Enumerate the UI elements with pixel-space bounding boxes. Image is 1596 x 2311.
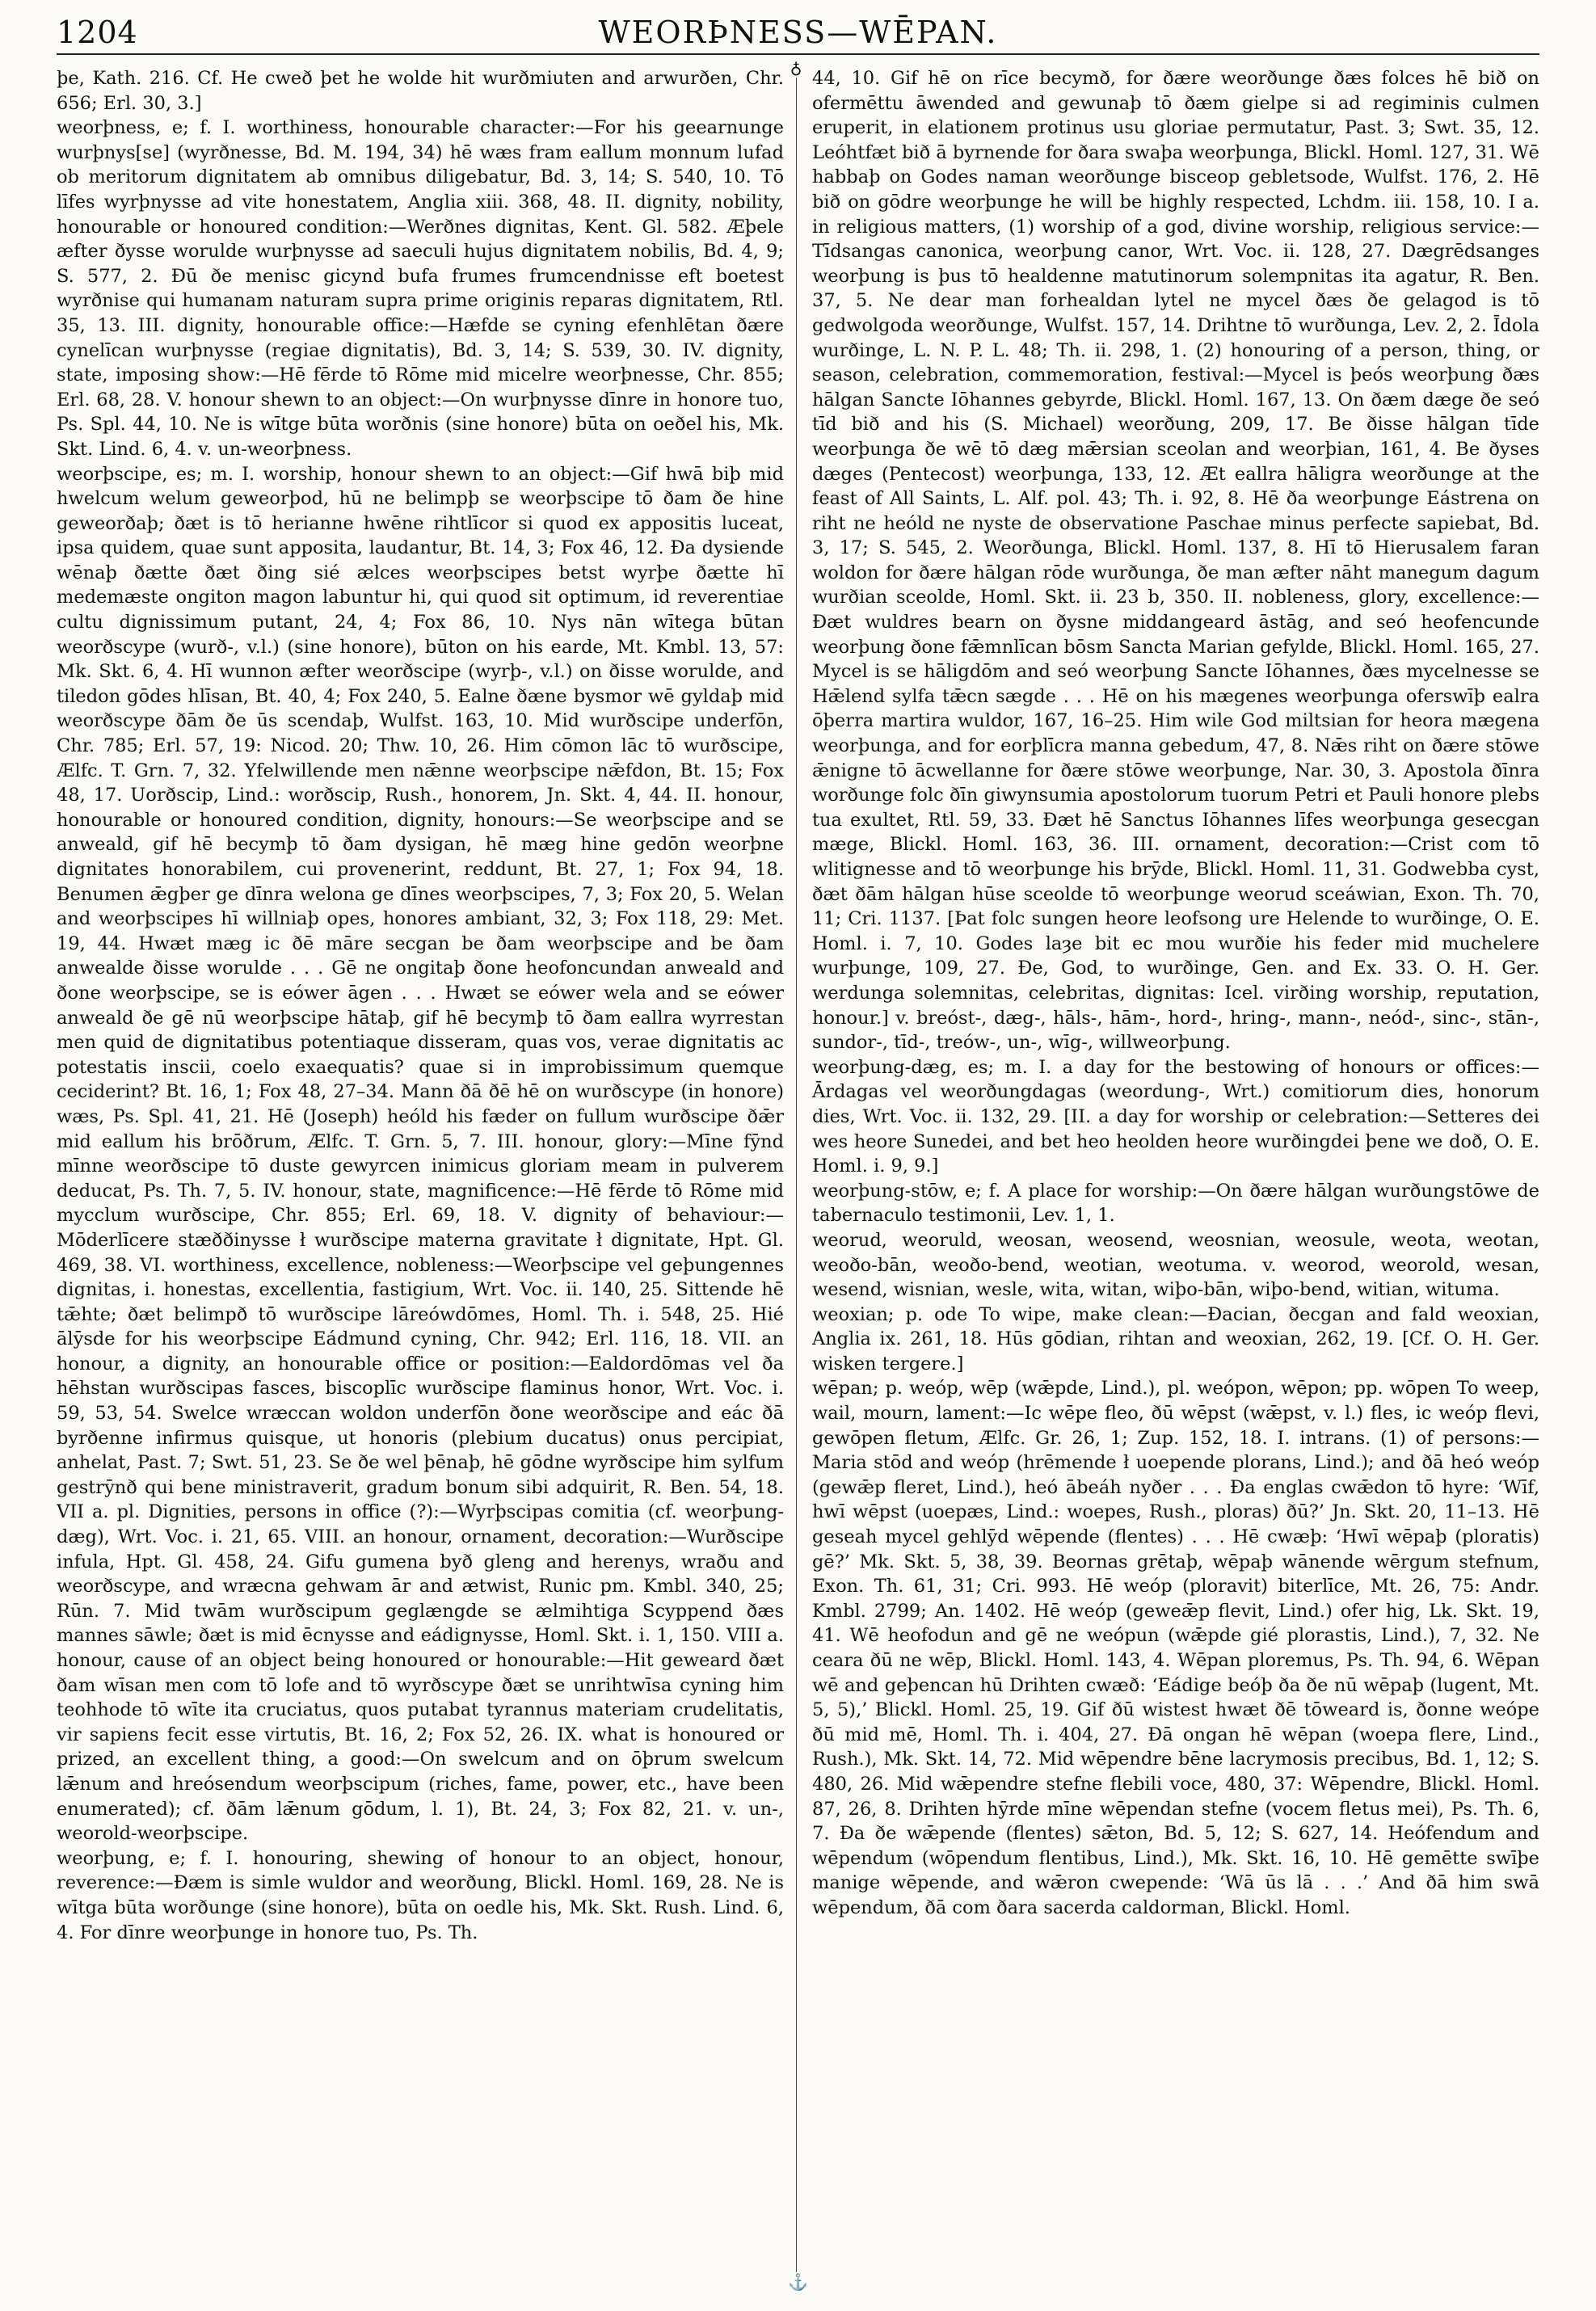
page-header — [57, 15, 1539, 57]
dictionary-entry: 44, 10. Gif hē on rīce becymð, for ðære weorðunge ðæs folces hē bið on ofermēttu āwended and gewunaþ tō ðæm gielpe si ad regiminis culmen eruperit, in elationem protinus usu gloriae permutatur, Past. 3; Swt. 35, 12. Leóhtfæt bið ā byrnende for ðara swaþa weorþunga, Blickl. Homl. 127, 31. Wē habbaþ on Godes naman weorðunge bisceop gebletsode, Wulfst. 176, 2. Hē bið on gōdre weorþunge he will be highly respected, Lchdm. iii. 158, 10. I a. in religious matters, (1) worship of a god, divine worship, religious service:—Tīdsangas canonica, weorþung canor, Wrt. Voc. ii. 128, 27. Dægrēdsanges weorþung is þus tō healdenne matutinorum solempnitas ita agatur, R. Ben. 37, 5. Ne dear man forhealdan lytel ne mycel ðæs ðe gelagod is tō gedwolgoda weorðunge, Wulfst. 157, 14. Drihtne tō wurðunga, Lev. 2, 2. Īdola wurðinge, L. N. P. L. 48; Th. ii. 298, 1. (2) honouring of a person, thing, or season, celebration, commemoration, festival:—Mycel is þeós weorþung ðæs hālgan Sancte Iōhannes gebyrde, Blickl. Homl. 167, 13. On ðæm dæge ðe seó tīd bið and his (S. Michael) weorðung, 209, 17. Be ðisse hālgan tīde weorþunga ðe wē tō dæg mǣrsian sceolan and weorþian, 161, 4. Be ðyses dæges (Pentecost) weorþunga, 133, 12. Æt eallra hāligra weorðunge at the feast of All Saints, L. Alf. pol. 43; Th. i. 92, 8. Hē ða weorþunge Eástrena on riht ne heóld ne nyste de observatione Paschae minus perfecte sapiebat, Bd. 3, 17; S. 545, 2. Weorðunga, Blickl. Homl. 137, 8. Hī tō Hierusalem faran woldon for ðære hālgan rōde wurðunga, ðe man æfter nāht manegum dagum wurðian sceolde, Homl. Skt. ii. 23 b, 350. II. nobleness, glory, excellence:—Ðæt wuldres bearn on ðysne middangeard āstāg, and seó heofencunde weorþung ðone fǣmnlīcan bōsm Sancta Marian gefylde, Blickl. Homl. 165, 27. Mycel is se hāligdōm and seó weorþung Sancte Iōhannes, ðæs mycelnesse se Hǣlend sylfa tǣcn sægde . . . Hē on his mægenes weorþunga oferswīþ ealra ōþerra martira wuldor, 167, 16–25. Him wile God miltsian for heora mægena weorþunga, and for eorþlīcra manna gebedum, 47, 8. Nǣs riht on ðære stōwe ǣnigne tō ācwellanne for ðære stōwe weorþunge, Nar. 30, 3. Apostola ðīnra worðunge folc ðīn giwynsumia apostolorum tuorum Petri et Pauli honore plebs tua exultet, Rtl. 59, 33. Ðæt hē Sanctus Iōhannes līfes weorþunga gesecgan mæge, Blickl. Homl. 163, 36. III. ornament, decoration:—Crist com tō wlitignesse and tō weorþunge his brȳde, Blickl. Homl. 11, 31. Godwebba cyst, ðæt ðām hālgan hūse sceolde tō weorþunge weorud sceáwian, Exon. Th. 70, 11; Cri. 1137. [Þat folc sungen heore leofsong ure Helende to wurðinge, O. E. Homl. i. 7, 10. Godes laȝe bit ec mou wurðie his feder mid muchelere wurþunge, 109, 27. Ðe, God, to wurðinge, Gen. and Ex. 33. O. H. Ger. werdunga solemnitas, celebritas, dignitas: Icel. virðing worship, reputation, honour.] v. breóst-, dæg-, hāls-, hām-, hord-, hring-, mann-, neód-, sinc-, stān-, sundor-, tīd-, treów-, un-, wīg-, willweorþung. — [812, 68, 1539, 1054]
left-column — [57, 66, 784, 2280]
dictionary-entry: weorþscipe, es; m. I. worship, honour shewn to an object:—Gif hwā biþ mid hwelcum welum geweorþod, hū ne belimpþ se weorþscipe tō ðam ðe hine geweorðaþ; ðæt is tō herianne hwēne rihtlīcor si quod ex appositis luceat, ipsa quidem, quae sunt apposita, laudantur, Bt. 14, 3; Fox 46, 12. Ða dysiende wēnaþ ðætte ðæt ðing sié ælces weorþscipes betst wyrþe ðætte hī medemæste ongiton magon labuntur hi, qui quod sit optimum, id reverentiae cultu dignissimum putant, 24, 4; Fox 86, 10. Nys nān wītega būtan weorðscype (wurð-, v.l.) (sine honore), būton on his earde, Mt. Kmbl. 13, 57: Mk. Skt. 6, 4. Hī wunnon æfter weorðscipe (wyrþ-, v.l.) on ðisse worulde, and tiledon gōdes hlīsan, Bt. 40, 4; Fox 240, 5. Ealne ðæne bysmor wē gyldaþ mid weorðscype ðām ðe ūs scendaþ, Wulfst. 163, 10. Mid wurðscipe underfōn, Chr. 785; Erl. 57, 19: Nicod. 20; Thw. 10, 26. Him cōmon lāc tō wurðscipe, Ælfc. T. Grn. 7, 32. Yfelwillende men nǣnne weorþscipe nǣfdon, Bt. 15; Fox 48, 17. Uorðscip, Lind.: worðscip, Rush., honorem, Jn. Skt. 4, 44. II. honour, honourable or honoured condition, dignity, honours:—Se weorþscipe and se anweald, gif hē becymþ tō ðam dysigan, hē mæg hine gedōn weorþne dignitates honorabilem, cui provenerint, reddunt, Bt. 27, 1; Fox 94, 18. Benumen ǣgþer ge dīnra welona ge dīnes weorþscipes, 7, 3; Fox 20, 5. Welan and weorþscipes hī willniaþ opes, honores ambiant, 32, 3; Fox 118, 29: Met. 19, 44. Hwæt mæg ic ðē māre secgan be ðam weorþscipe and be ðam anwealde ðisse worulde . . . Gē ne ongitaþ ðone heofoncundan anweald and ðone weorþscipe, se is eówer āgen . . . Hwæt se eówer wela and se eówer anweald ðe gē nū weorþscipe hātaþ, gif hē becymþ tō ðam eallra wyrrestan men quid de dignitatibus potentiaque disseram, quas vos, verae dignitatis ac potestatis inscii, coelo exaequatis? quae si in improbissimum quemque ceciderint? Bt. 16, 1; Fox 48, 27–34. Mann ðā ðē hē on wurðscype (in honore) wæs, Ps. Spl. 41, 21. Hē (Joseph) heóld his fæder on fullum wurðscipe ðǣr mid eallum his brōðrum, Ælfc. T. Grn. 5, 7. III. honour, glory:—Mīne fȳnd mīnne weorðscipe tō duste gewyrcen inimicus gloriam meam in pulverem deducat, Ps. Th. 7, 5. IV. honour, state, magnificence:—Hē fērde tō Rōme mid mycclum wurðscipe, Chr. 855; Erl. 69, 18. V. dignity of behaviour:—Mōderlīcere stæððinysse ł wurðscipe materna gravitate ł dignitate, Hpt. Gl. 469, 38. VI. worthiness, excellence, nobleness:—Weorþscipe vel geþungennes dignitas, i. honestas, excellentia, fastigium, Wrt. Voc. ii. 140, 25. Sittende hē tǣhte; ðæt belimpð tō wurðscipe lāreówdōmes, Homl. Th. i. 548, 25. Hié ālȳsde for his weorþscipe Eádmund cyning, Chr. 942; Erl. 116, 18. VII. an honour, a dignity, an honourable office or position:—Ealdordōmas vel ða hēhstan wurðscipas fasces, biscoplīc wurðscipe flaminus honor, Wrt. Voc. i. 59, 53, 54. Swelce wræccan woldon underfōn ðone weorðscipe and eác ðā byrðenne infirmus quisque, ut honoris (plebium ducatus) onus percipiat, anhelat, Past. 7; Swt. 51, 23. Se ðe wel þēnaþ, hē gōdne wyrðscipe him sylfum gestrȳnð qui bene ministraverit, gradum bonum sibi adquirit, R. Ben. 54, 18. VII a. pl. Dignities, persons in office (?):—Wyrþscipas comitia (cf. weorþung-dæg), Wrt. Voc. i. 21, 65. VIII. an honour, ornament, decoration:—Wurðscipe infula, Hpt. Gl. 458, 24. Gifu gumena byð gleng and herenys, wraðu and weorðscype, and wræcna gehwam ār and ætwist, Runic pm. Kmbl. 340, 25; Rūn. 7. Mid twām wurðscipum geglængde se ælmihtiga Scyppend ðæs mannes sāwle; ðæt is mid ēcnysse and eádignysse, Homl. Skt. i. 1, 150. VIII a. honour, cause of an object being honoured or honourable:—Hit geweard ðæt ðam wīsan men com tō lofe and tō wyrðscype ðæt se unrihtwīsa cyning him teohhode tō wīte ita cruciatus, quos putabat tyrannus materiam crudelitatis, vir sapiens fecit esse virtutis, Bt. 16, 2; Fox 52, 26. IX. what is honoured or prized, an excellent thing, a good:—On swelcum and on ōþrum swelcum lǣnum and hreósendum weorþscipum (riches, fame, power, etc., have been enumerated); cf. ðām lǣnum gōdum, l. 1), Bt. 24, 3; Fox 82, 21. v. un-, weorold-weorþscipe. — [57, 463, 784, 1845]
dictionary-entry: weoxian; p. ode To wipe, make clean:—Ðacian, ðecgan and fald weoxian, Anglia ix. 261, 18. Hūs gōdian, rihtan and weoxian, 262, 19. [Cf. O. H. Ger. wisken tergere.] — [812, 1303, 1539, 1374]
right-column — [812, 66, 1539, 2280]
dictionary-entry: wēpan; p. weóp, wēp (wǣpde, Lind.), pl. weópon, wēpon; pp. wōpen To weep, wail, mourn, lament:—Ic wēpe fleo, ðū wēpst (wǣpst, v. l.) fles, ic weóp flevi, gewōpen fletum, Ælfc. Gr. 26, 1; Zup. 152, 18. I. intrans. (1) of persons:—Maria stōd and weóp (hrēmende ł uoepende plorans, Lind.); and ðā heó weóp (gewǣp fleret, Lind.), heó ābeáh nyðer . . . Ða englas cwǣdon tō hyre: ‘Wīf, hwī wēpst (uoepæs, Lind.: woepes, Rush., ploras) ðū?’ Jn. Skt. 20, 11–13. Hē geseah mycel gehlȳd wēpende (flentes) . . . Hē cwæþ: ‘Hwī wēpaþ (ploratis) gē?’ Mk. Skt. 5, 38, 39. Beornas grētaþ, wēpaþ wānende wērgum stefnum, Exon. Th. 61, 31; Cri. 993. Hē weóp (ploravit) biterlīce, Mt. 26, 75: Andr. Kmbl. 2799; An. 1402. Hē weóp (geweǣp flevit, Lind.) ofer hig, Lk. Skt. 19, 41. Wē heofodun and gē ne weópun (wǣpde gié plorastis, Lind.), 7, 32. Ne ceara ðū ne wēp, Blickl. Homl. 143, 4. Wēpan ploremus, Ps. Th. 94, 6. Wēpan wē and geþencan hū Drihten cwæð: ‘Eádige beóþ ða ðe nū wēpaþ (lugent, Mt. 5, 5),’ Blickl. Homl. 25, 19. Gif ðū wistest hwæt ðē tōweard is, ðonne weópe ðū mid mē, Homl. Th. i. 404, 27. Ðā ongan hē wēpan (woepa flere, Lind., Rush.), Mk. Skt. 14, 72. Mid wēpendre bēne lacrymosis precibus, Bd. 1, 12; S. 480, 26. Mid wǣpendre stefne flebili voce, 480, 37: Wēpendre, Blickl. Homl. 87, 26, 8. Drihten hȳrde mīne wēpendan stefne (vocem fletus mei), Ps. Th. 6, 7. Ða ðe wǣpende (flentes) sǣton, Bd. 5, 12; S. 627, 14. Heófendum and wēpendum (wōpendum flentibus, Lind.), Mk. Skt. 16, 10. Hē gemētte swīþe manige wēpende, and wǣron cwepende: ‘Wā ūs lā . . .’ And ðā him swā wēpendum, ðā com ðara sacerda caldorman, Blickl. Homl. — [812, 1378, 1539, 1918]
dictionary-entry: weorud, weoruld, weosan, weosend, weosnian, weosule, weota, weotan, weoðo-bān, weoðo-bend, weotian, weotuma. v. weorod, weorold, wesan, wesend, wisnian, wesle, wita, witan, wiþo-bān, wiþo-bend, witian, wituma. — [812, 1229, 1539, 1301]
dictionary-entry: weorþung-stōw, e; f. A place for worship:—On ðære hālgan wurðungstōwe de tabernaculo testimonii, Lev. 1, 1. — [812, 1180, 1539, 1227]
column-divider — [796, 66, 797, 2280]
dictionary-entry: weorþness, e; f. I. worthiness, honourable character:—For his geearnunge wurþnys[se] (wyrðnesse, Bd. M. 194, 34) hē wæs fram eallum monnum lufad ob meritorum dignitatem ab omnibus diligebatur, Bd. 3, 14; S. 540, 10. Tō līfes wyrþnysse ad vite honestatem, Anglia xiii. 368, 48. II. dignity, nobility, honourable or honoured condition:—Werðnes dignitas, Kent. Gl. 582. Æþele æfter ðysse worulde wurþnysse ad saeculi hujus dignitatem nobilis, Bd. 4, 9; S. 577, 2. Ðū ðe menisc gicynd bufa frumes frumcendnisse eft boetest wyrðnise qui humanam naturam supra prime originis reparas dignitatem, Rtl. 35, 13. III. dignity, honourable office:—Hæfde se cyning efenhlētan ðære cynelīcan wurþnysse (regiae dignitatis), Bd. 3, 14; S. 539, 30. IV. dignity, state, imposing show:—Hē fērde tō Rōme mid micelre weorþnesse, Chr. 855; Erl. 68, 28. V. honour shewn to an object:—On wurþnysse dīnre in honore tuo, Ps. Spl. 44, 10. Ne is wītge būta worðnis (sine honore) būta on oeðel his, Mk. Skt. Lind. 6, 4. v. un-weorþness. — [57, 117, 784, 460]
page-number: 1204 — [57, 15, 138, 50]
running-head: WEORÞNESS—WĒPAN. — [598, 15, 998, 50]
dictionary-entry: weorþung, e; f. I. honouring, shewing of honour to an object, honour, reverence:—Ðæm is simle wuldor and weorðung, Blickl. Homl. 169, 28. Ne is wītga būta worðunge (sine honore), būta on oedle his, Mk. Skt. Rush. Lind. 6, 4. For dīnre weorþunge in honore tuo, Ps. Th. — [57, 1847, 784, 1943]
dictionary-entry: þe, Kath. 216. Cf. He cweð þet he wolde hit wurðmiuten and arwurðen, Chr. 656; Erl. 30, 3.] — [57, 68, 784, 114]
divider-top-mark-icon: ♁ — [788, 58, 804, 78]
header-rule — [57, 53, 1539, 55]
divider-bottom-mark-icon: ⚓ — [788, 2272, 808, 2292]
dictionary-entry: weorþung-dæg, es; m. I. a day for the bestowing of honours or offices:—Ārdagas vel weorðungdagas (weordung-, Wrt.) comitiorum dies, honorum dies, Wrt. Voc. ii. 132, 29. [II. a day for worship or celebration:—Setteres dei wes heore Sunedei, and bet heo heolden heore wurðingdei þene we doð, O. E. Homl. i. 9, 9.] — [812, 1056, 1539, 1177]
